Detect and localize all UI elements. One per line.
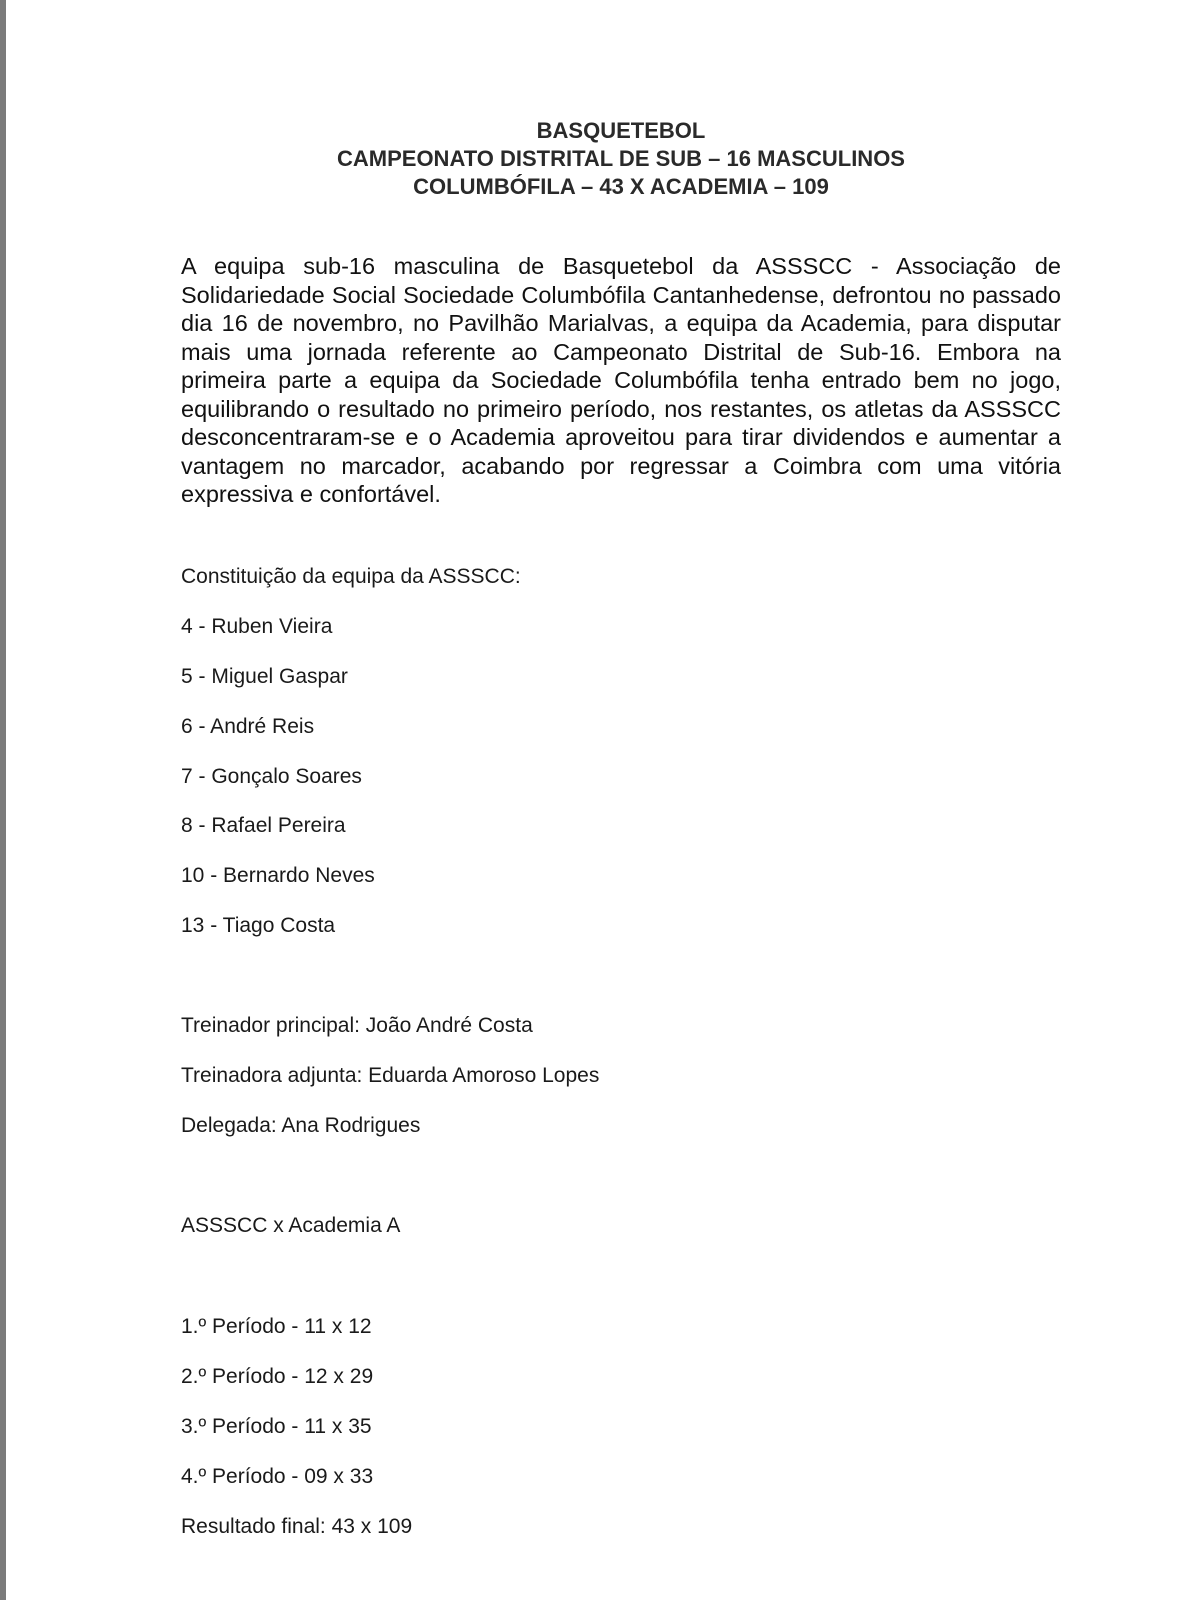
heading-score: COLUMBÓFILA – 43 X ACADEMIA – 109 [413,174,829,199]
player-item: 6 - André Reis [181,715,315,738]
heading-competition: CAMPEONATO DISTRITAL DE SUB – 16 MASCULINOS [337,146,905,171]
roster-title: Constituição da equipa da ASSSCC: [181,565,521,588]
intro-paragraph: A equipa sub-16 masculina de Basquetebol da ASSSCC - Associação de Solidariedade Social Sociedade Columbófila Cantanhedense, defrontou no passado dia 16 de novembro, no Pavilhão Marialvas, a equipa da Academia, para disputar mais uma jornada referente ao Campeonato Distrital de Sub-16. Embora na primeira parte a equipa da Sociedade Columbófila tenha entrado bem no jogo, equilibrando o resultado no primeiro período, nos restantes, os atletas da ASSSCC desconcentraram-se e o Academia aproveitou para tirar dividendos e aumentar a vantagem no marcador, acabando por regressar a Coimbra com uma vitória expressiva e confortável. [181,253,1061,507]
article-heading [0,117,1200,201]
player-item: 8 - Rafael Pereira [181,814,346,837]
assistant-coach: Treinadora adjunta: Eduarda Amoroso Lopes [181,1064,600,1087]
player-item: 4 - Ruben Vieira [181,615,333,638]
player-item: 13 - Tiago Costa [181,914,336,937]
page-left-edge [0,0,6,1600]
period-score: 3.º Período - 11 x 35 [181,1415,372,1438]
period-score: 1.º Período - 11 x 12 [181,1315,372,1338]
heading-sport: BASQUETEBOL [536,118,706,143]
player-item: 5 - Miguel Gaspar [181,665,348,688]
period-score: 2.º Período - 12 x 29 [181,1365,374,1388]
period-score: 4.º Período - 09 x 33 [181,1465,374,1488]
delegate: Delegada: Ana Rodrigues [181,1114,421,1137]
player-item: 10 - Bernardo Neves [181,864,375,887]
final-result: Resultado final: 43 x 109 [181,1515,413,1538]
player-item: 7 - Gonçalo Soares [181,765,362,788]
head-coach: Treinador principal: João André Costa [181,1014,533,1037]
match-teams: ASSSCC x Academia A [181,1214,401,1237]
